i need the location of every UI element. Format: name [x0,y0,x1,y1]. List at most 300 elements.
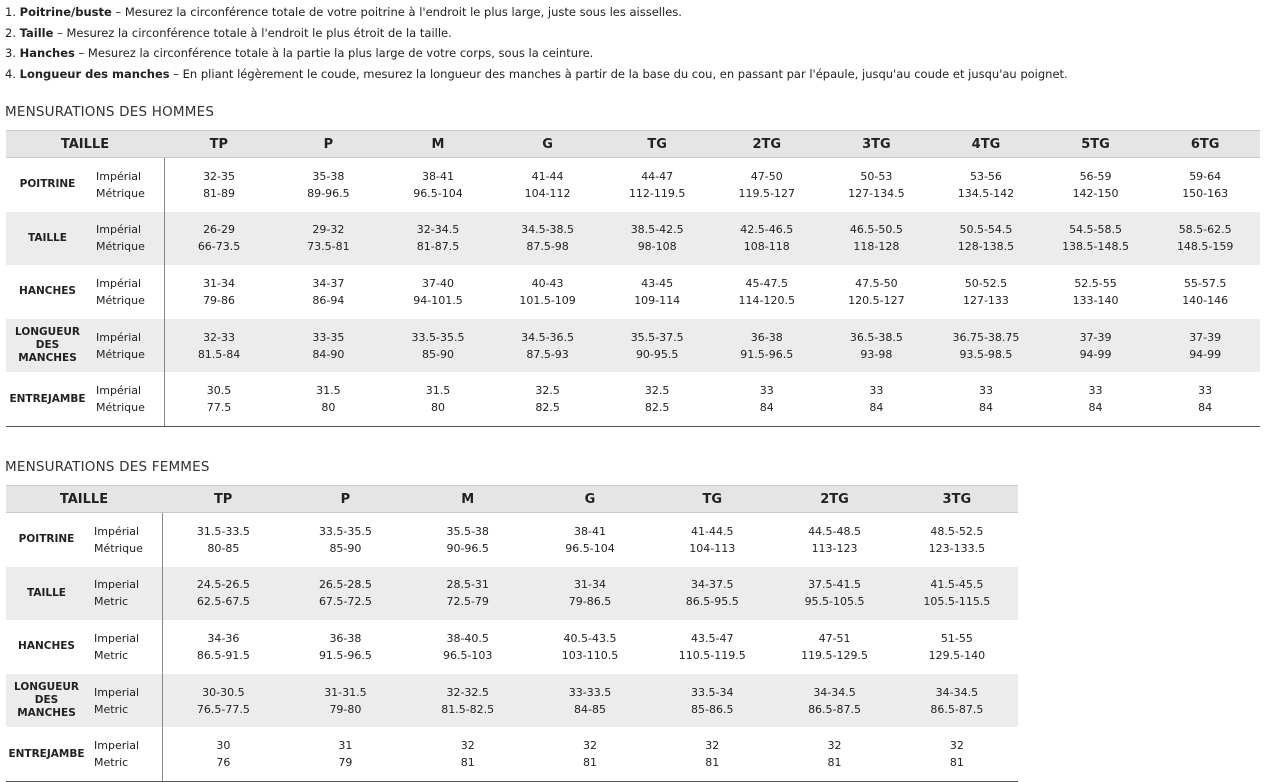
size-column-header: M [383,131,493,158]
metric-value: 87.5-93 [526,347,569,361]
metric-value: 81-87.5 [416,240,460,254]
size-value-cell [383,265,493,319]
imperial-value: 28.5-31 [446,578,489,592]
instruction-term: Hanches [19,46,75,60]
size-column-header: TP [164,131,274,158]
imperial-value: 31.5 [425,384,451,398]
metric-value: 98-108 [637,240,677,254]
size-column-header: TG [602,131,712,158]
metric-value: 84 [978,401,993,415]
size-value-cell [931,158,1041,212]
imperial-value: 33 [759,384,774,398]
measurement-row [6,620,1018,674]
metric-value: 76 [216,756,231,770]
unit-labels [89,212,164,266]
imperial-value: 41-44.5 [691,524,734,538]
metric-value: 85-90 [422,347,454,361]
size-value-cell [284,513,406,567]
imperial-value: 47.5-50 [855,276,898,290]
size-column-header: P [274,131,384,158]
size-value-cell [162,567,284,621]
imperial-value: 46.5-50.5 [849,223,903,237]
metric-value: 95.5-105.5 [804,595,865,609]
imperial-value: 37-39 [1189,330,1222,344]
instruction-term: Longueur des manches [19,66,170,81]
imperial-value: 35.5-38 [446,524,489,538]
size-value-cell [284,727,406,781]
metric-value: 86.5-87.5 [930,702,984,716]
men-size-table [6,130,1260,427]
imperial-value: 33.5-34 [691,685,734,699]
imperial-value: 32.5 [535,384,560,398]
imperial-value: 34.5-36.5 [521,330,575,344]
measurement-row [6,158,1260,212]
instruction-text: – Mesurez la circonférence totale à la partie la plus large de votre corps, sous la ceinture. [74,46,594,60]
imperial-value: 32 [705,739,720,753]
metric-value: 91.5-96.5 [318,648,372,662]
size-value-cell [651,567,773,621]
size-value-cell [822,265,932,319]
size-value-cell [1150,212,1260,266]
size-value-cell [712,372,822,426]
metric-value: 79-80 [329,702,362,716]
metric-value: 85-86.5 [691,702,734,716]
imperial-value: 30-30.5 [202,685,245,699]
size-value-cell [529,674,651,728]
size-value-cell [162,674,284,728]
metric-value: 90-96.5 [446,541,489,555]
size-value-cell [1041,158,1151,212]
metric-value: 84-85 [574,702,606,716]
size-value-cell [651,727,773,781]
metric-value: 104-112 [524,186,571,200]
size-value-cell [493,319,603,373]
unit-labels [87,674,162,728]
size-column-header: TG [651,486,773,513]
metric-value: 101.5-109 [519,293,576,307]
measurement-label: POITRINE [18,533,75,546]
instruction-number: 2. [5,25,16,40]
instruction-item [5,64,1068,85]
metric-value: 138.5-148.5 [1062,240,1130,254]
unit-labels [87,620,162,674]
metric-value: 84-90 [312,347,345,361]
metric-value: 119.5-129.5 [801,648,869,662]
metric-value: 94-101.5 [413,293,463,307]
size-value-cell [1041,212,1151,266]
metric-value: 81 [582,756,597,770]
imperial-value: 38.5-42.5 [630,223,684,237]
imperial-value: 26-29 [203,223,236,237]
measurement-row [6,567,1018,621]
instruction-number: 1. [5,5,16,19]
metric-value: 67.5-72.5 [318,595,372,609]
imperial-value: 35-38 [312,169,345,183]
size-column-header: P [284,486,406,513]
unit-labels [89,265,164,319]
size-column-header: 2TG [712,131,822,158]
metric-value: 81.5-84 [197,347,241,361]
unit-imperial: Impérial [96,384,142,398]
size-column-header: 4TG [931,131,1041,158]
metric-value: 86.5-95.5 [685,595,739,609]
size-column-header: TP [162,486,284,513]
size-column-header: 3TG [896,486,1018,513]
size-value-cell [1041,319,1151,373]
size-value-cell [493,212,603,266]
size-value-cell [164,265,274,319]
size-column-header: G [529,486,651,513]
measuring-instructions [5,2,1068,84]
imperial-value: 32-32.5 [446,685,489,699]
imperial-value: 34-37 [312,276,345,290]
size-header-label: TAILLE [6,486,162,513]
size-value-cell [407,727,529,781]
unit-metric: Metric [94,648,129,662]
imperial-value: 36.5-38.5 [849,330,903,344]
size-value-cell [164,158,274,212]
metric-value: 81 [460,756,475,770]
imperial-value: 38-41 [422,169,454,183]
metric-value: 86.5-91.5 [196,648,250,662]
instruction-item [5,43,1068,64]
imperial-value: 51-55 [940,631,973,645]
header-row [6,131,1260,158]
size-value-cell [284,567,406,621]
measurement-row [6,265,1260,319]
size-column-header: 6TG [1150,131,1260,158]
measurement-label: POITRINE [19,178,76,191]
size-value-cell [651,620,773,674]
size-value-cell [274,319,384,373]
size-column-header: 5TG [1041,131,1151,158]
size-value-cell [712,265,822,319]
size-value-cell [896,567,1018,621]
imperial-value: 33.5-35.5 [318,524,372,538]
imperial-value: 31 [338,739,353,753]
unit-metric: Métrique [96,293,145,307]
size-column-header: 3TG [822,131,932,158]
size-value-cell [602,158,712,212]
size-value-cell [712,158,822,212]
imperial-value: 34-34.5 [935,685,979,699]
size-value-cell [896,620,1018,674]
instruction-item [5,23,1068,44]
imperial-value: 53-56 [969,169,1002,183]
size-value-cell [529,567,651,621]
imperial-value: 30.5 [206,384,232,398]
metric-value: 120.5-127 [848,293,905,307]
instruction-number: 3. [5,46,16,60]
imperial-value: 59-64 [1189,169,1222,183]
imperial-value: 33-33.5 [568,685,612,699]
imperial-value: 33 [1198,384,1213,398]
unit-metric: Metric [94,756,129,770]
metric-value: 96.5-103 [442,648,493,662]
imperial-value: 31-31.5 [324,685,367,699]
header-row [6,486,1018,513]
unit-metric: Métrique [96,186,145,200]
imperial-value: 58.5-62.5 [1178,223,1232,237]
imperial-value: 38-41 [574,524,606,538]
size-header-label: TAILLE [6,131,164,158]
metric-value: 82.5 [535,401,560,415]
metric-value: 85-90 [329,541,362,555]
imperial-value: 29-32 [312,223,345,237]
metric-value: 81 [827,756,842,770]
size-value-cell [822,372,932,426]
metric-value: 86.5-87.5 [808,702,862,716]
metric-value: 133-140 [1072,293,1119,307]
metric-value: 129.5-140 [928,648,986,662]
imperial-value: 47-51 [818,631,851,645]
unit-imperial: Impérial [96,169,142,183]
metric-value: 62.5-67.5 [196,595,250,609]
unit-imperial: Impérial [96,330,142,344]
metric-value: 76.5-77.5 [196,702,250,716]
size-value-cell [602,265,712,319]
metric-value: 72.5-79 [446,595,489,609]
size-column-header: G [493,131,603,158]
size-value-cell [407,567,529,621]
unit-metric: Metric [94,595,129,609]
size-value-cell [383,372,493,426]
imperial-value: 34-36 [207,631,240,645]
imperial-value: 30 [216,739,231,753]
size-value-cell [773,674,895,728]
metric-value: 84 [869,401,884,415]
imperial-value: 41-44 [531,169,564,183]
imperial-value: 50.5-54.5 [959,223,1013,237]
measurement-row [6,674,1018,728]
measurement-row [6,727,1018,781]
measurement-row [6,319,1260,373]
imperial-value: 38-40.5 [446,631,489,645]
size-value-cell [773,727,895,781]
metric-value: 96.5-104 [565,541,615,555]
unit-imperial: Impérial [96,223,142,237]
unit-labels [87,513,162,567]
unit-labels [89,372,164,426]
metric-value: 150-163 [1182,186,1229,200]
unit-labels [87,567,162,621]
instruction-number: 4. [5,66,16,81]
size-value-cell [274,372,384,426]
metric-value: 81 [705,756,720,770]
unit-imperial: Imperial [94,578,140,592]
measurement-label: ENTREJAMBE [6,727,87,781]
unit-imperial: Impérial [94,524,140,538]
metric-value: 80-85 [207,541,240,555]
size-value-cell [1150,319,1260,373]
instruction-item [5,2,1068,23]
size-value-cell [931,265,1041,319]
imperial-value: 54.5-58.5 [1069,223,1123,237]
size-value-cell [651,674,773,728]
size-value-cell [162,727,284,781]
metric-value: 96.5-104 [413,186,463,200]
size-value-cell [1150,265,1260,319]
unit-metric: Métrique [96,240,145,254]
metric-value: 112-119.5 [628,186,686,200]
metric-value: 105.5-115.5 [923,595,991,609]
imperial-value: 43.5-47 [691,631,734,645]
unit-labels [89,158,164,212]
metric-value: 109-114 [634,293,681,307]
measurement-label: HANCHES [18,640,75,653]
measurement-row [6,513,1018,567]
unit-imperial: Imperial [94,631,140,645]
imperial-value: 50-52.5 [964,276,1008,290]
metric-value: 77.5 [206,401,232,415]
size-value-cell [529,727,651,781]
size-value-cell [896,727,1018,781]
imperial-value: 32.5 [644,384,670,398]
size-value-cell [164,212,274,266]
size-value-cell [162,620,284,674]
size-value-cell [896,513,1018,567]
metric-value: 66-73.5 [197,240,241,254]
unit-metric: Métrique [96,401,145,415]
size-value-cell [164,319,274,373]
metric-value: 73.5-81 [307,240,350,254]
size-value-cell [383,212,493,266]
size-value-cell [274,212,384,266]
size-value-cell [284,674,406,728]
instruction-text: – En pliant légèrement le coude, mesurez la longueur des manches à partir de la base du cou, en passant par l'épaule, jusqu'au coude et jusqu'au poignet. [169,66,1068,81]
size-value-cell [1150,158,1260,212]
imperial-value: 43-45 [641,276,674,290]
size-value-cell [822,319,932,373]
size-value-cell [493,158,603,212]
unit-metric: Metric [94,702,129,716]
metric-value: 81-89 [203,186,236,200]
metric-value: 79 [338,756,353,770]
metric-value: 148.5-159 [1176,240,1234,254]
metric-value: 91.5-96.5 [740,347,794,361]
size-value-cell [383,158,493,212]
size-value-cell [383,319,493,373]
size-value-cell [602,372,712,426]
metric-value: 87.5-98 [526,240,569,254]
size-value-cell [1041,372,1151,426]
metric-value: 84 [1198,401,1213,415]
imperial-value: 32-33 [203,330,236,344]
size-value-cell [407,620,529,674]
unit-metric: Métrique [96,347,145,361]
metric-value: 80 [430,401,445,415]
measurement-label: LONGUEUR DES MANCHES [6,319,89,373]
imperial-value: 45-47.5 [745,276,788,290]
metric-value: 79-86.5 [568,595,612,609]
metric-value: 123-133.5 [928,541,986,555]
measurement-label: TAILLE [6,212,89,266]
size-value-cell [602,319,712,373]
metric-value: 89-96.5 [307,186,350,200]
imperial-value: 40-43 [531,276,564,290]
measurement-row [6,372,1260,426]
unit-labels [89,319,164,373]
metric-value: 128-138.5 [957,240,1015,254]
size-value-cell [164,372,274,426]
imperial-value: 31-34 [574,578,606,592]
imperial-value: 37.5-41.5 [808,578,862,592]
size-value-cell [896,674,1018,728]
imperial-value: 32 [949,739,964,753]
metric-value: 134.5-142 [957,186,1015,200]
imperial-value: 44-47 [641,169,674,183]
size-column-header: M [407,486,529,513]
metric-value: 104-113 [689,541,736,555]
imperial-value: 26.5-28.5 [318,578,372,592]
size-value-cell [651,513,773,567]
imperial-value: 33.5-35.5 [411,330,465,344]
imperial-value: 56-59 [1079,169,1112,183]
metric-value: 94-99 [1079,347,1112,361]
metric-value: 93-98 [860,347,893,361]
metric-value: 103-110.5 [561,648,619,662]
metric-value: 108-118 [743,240,790,254]
metric-value: 110.5-119.5 [678,648,746,662]
imperial-value: 47-50 [750,169,783,183]
imperial-value: 32-35 [203,169,236,183]
imperial-value: 37-39 [1079,330,1112,344]
metric-value: 84 [759,401,774,415]
metric-value: 84 [1088,401,1103,415]
metric-value: 79-86 [203,293,236,307]
imperial-value: 33 [869,384,884,398]
size-value-cell [773,513,895,567]
imperial-value: 50-53 [860,169,893,183]
size-value-cell [931,319,1041,373]
metric-value: 81.5-82.5 [441,702,495,716]
imperial-value: 36-38 [329,631,362,645]
unit-metric: Métrique [94,541,143,555]
size-value-cell [931,212,1041,266]
size-value-cell [274,265,384,319]
size-value-cell [773,620,895,674]
instruction-term: Taille [19,25,54,40]
size-value-cell [822,212,932,266]
unit-imperial: Imperial [94,739,140,753]
instruction-text: – Mesurez la circonférence totale de votre poitrine à l'endroit le plus large, juste sous les aisselles. [111,5,682,19]
size-column-header: 2TG [773,486,895,513]
metric-value: 127-134.5 [848,186,905,200]
size-value-cell [529,513,651,567]
imperial-value: 33 [1088,384,1103,398]
imperial-value: 32 [582,739,597,753]
imperial-value: 32 [827,739,842,753]
men-section-title: MENSURATIONS DES HOMMES [5,104,215,120]
instruction-term: Poitrine/buste [19,5,112,19]
size-value-cell [407,674,529,728]
measurement-label: ENTREJAMBE [6,372,89,426]
unit-imperial: Imperial [94,685,140,699]
imperial-value: 40.5-43.5 [563,631,617,645]
size-value-cell [529,620,651,674]
size-value-cell [284,620,406,674]
imperial-value: 44.5-48.5 [808,524,862,538]
size-value-cell [712,212,822,266]
metric-value: 113-123 [811,541,858,555]
size-value-cell [822,158,932,212]
measurement-label: TAILLE [6,567,87,621]
size-value-cell [602,212,712,266]
size-value-cell [931,372,1041,426]
metric-value: 118-128 [853,240,900,254]
size-value-cell [407,513,529,567]
imperial-value: 31.5 [316,384,341,398]
